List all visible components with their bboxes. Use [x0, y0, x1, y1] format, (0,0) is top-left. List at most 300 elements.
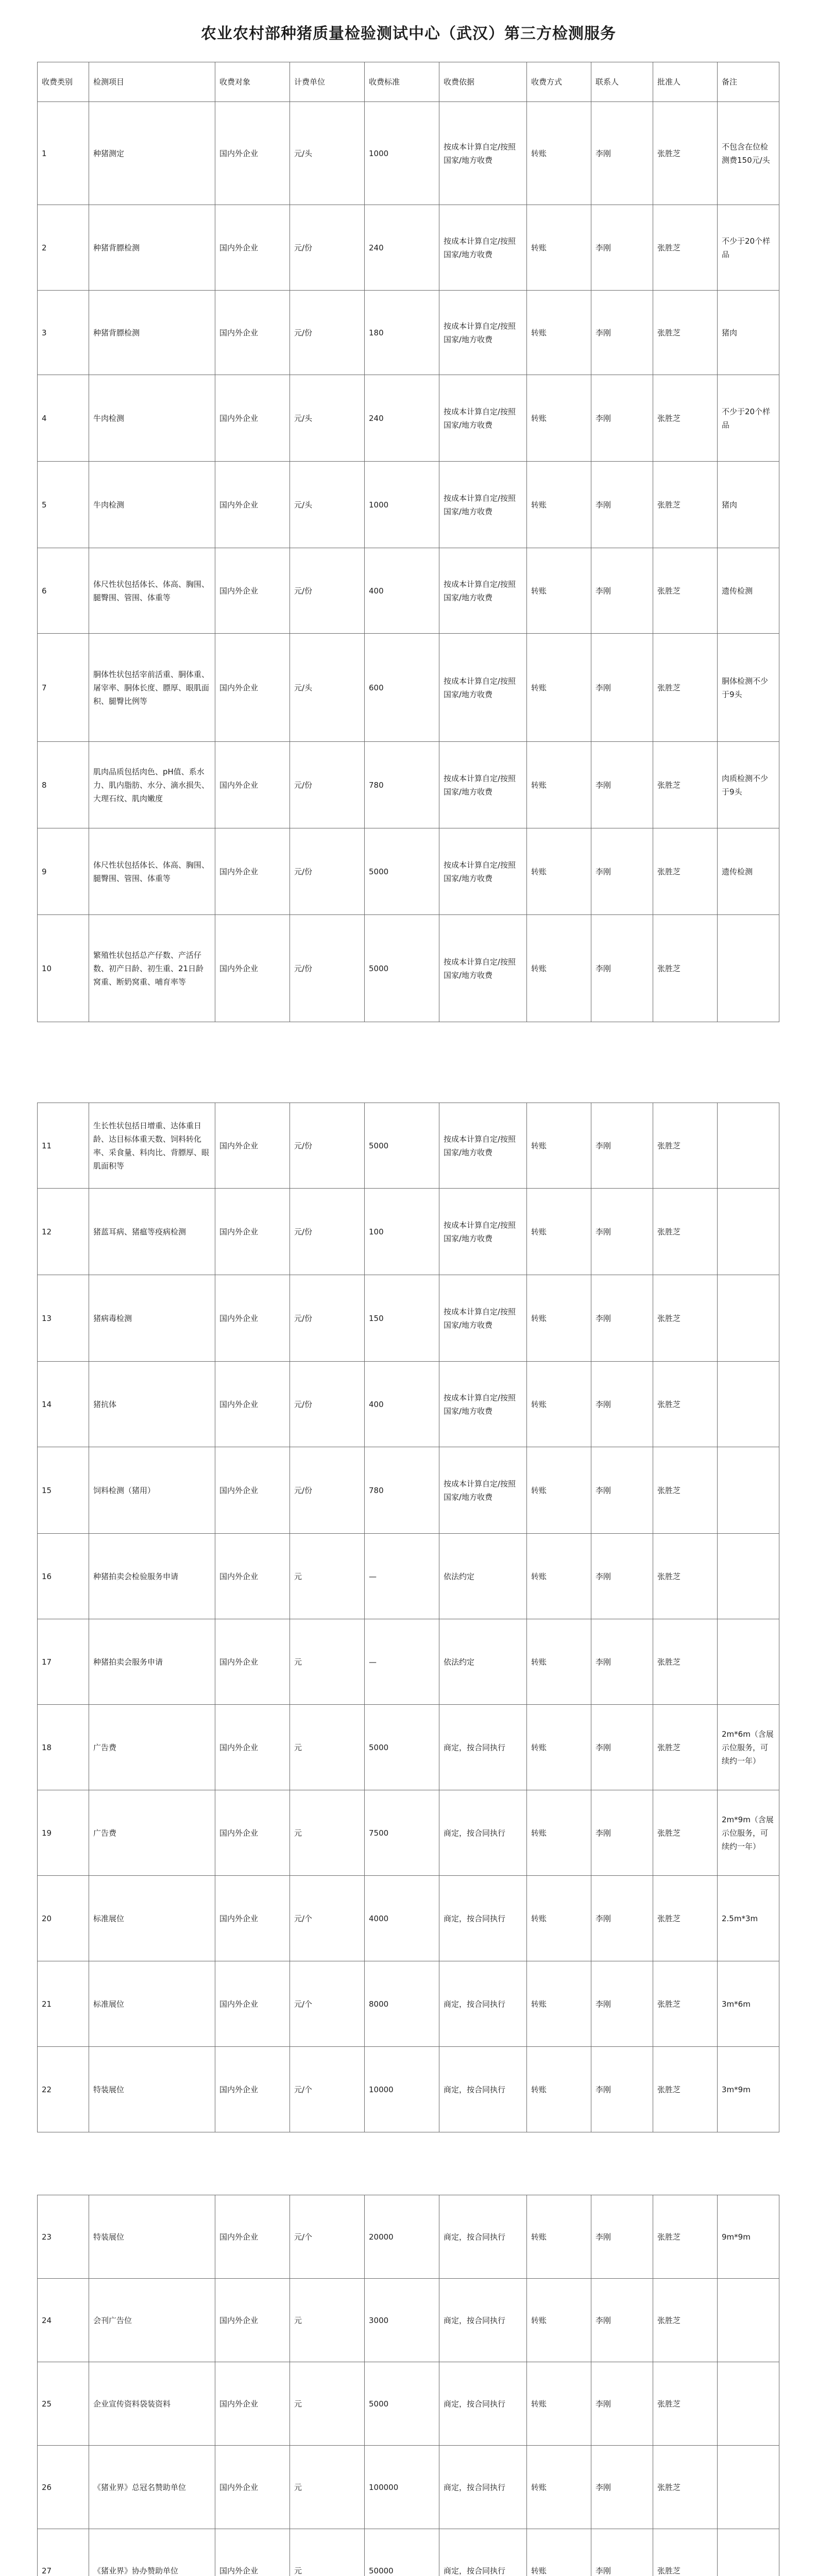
billing-unit-cell: 元 — [290, 2529, 365, 2576]
fee-basis-cell: 按成本计算自定/按照国家/地方收费 — [439, 634, 527, 742]
test-item-cell: 种猪拍卖会服务申请 — [89, 1619, 215, 1705]
fee-basis-cell: 按成本计算自定/按照国家/地方收费 — [439, 548, 527, 634]
fee-standard-cell: — — [365, 1534, 439, 1619]
table-header-row — [38, 62, 779, 102]
note-cell: 猪肉 — [718, 462, 779, 548]
approver-cell: 张胜芝 — [653, 1103, 718, 1189]
contact-person-cell: 李刚 — [591, 2195, 653, 2279]
charge-target-cell: 国内外企业 — [215, 1961, 290, 2047]
fee-standard-cell: 5000 — [365, 828, 439, 915]
fee-category-cell: 23 — [38, 2195, 89, 2279]
billing-unit-cell: 元/份 — [290, 1362, 365, 1447]
table-row — [38, 102, 779, 205]
note-cell — [718, 1447, 779, 1534]
fee-category-cell: 8 — [38, 742, 89, 828]
note-cell — [718, 1362, 779, 1447]
contact-person-cell: 李刚 — [591, 102, 653, 205]
approver-cell: 张胜芝 — [653, 1447, 718, 1534]
column-header: 检测项目 — [89, 62, 215, 102]
note-cell: 9m*9m — [718, 2195, 779, 2279]
billing-unit-cell: 元/个 — [290, 2195, 365, 2279]
billing-unit-cell: 元/份 — [290, 1189, 365, 1275]
column-header: 计费单位 — [290, 62, 365, 102]
approver-cell: 张胜芝 — [653, 1961, 718, 2047]
approver-cell: 张胜芝 — [653, 634, 718, 742]
column-header: 收费对象 — [215, 62, 290, 102]
test-item-cell: 体尺性状包括体长、体高、胸围、腿臀围、管围、体重等 — [89, 828, 215, 915]
table-row — [38, 2446, 779, 2529]
note-cell — [718, 1619, 779, 1705]
contact-person-cell: 李刚 — [591, 2279, 653, 2362]
table-row — [38, 1876, 779, 1961]
approver-cell: 张胜芝 — [653, 1705, 718, 1790]
table-page-2 — [37, 1103, 779, 2132]
contact-person-cell: 李刚 — [591, 1876, 653, 1961]
test-item-cell: 猪抗体 — [89, 1362, 215, 1447]
billing-unit-cell: 元/份 — [290, 915, 365, 1022]
charge-target-cell: 国内外企业 — [215, 205, 290, 291]
payment-method-cell: 转账 — [527, 548, 591, 634]
note-cell — [718, 2279, 779, 2362]
fee-category-cell: 10 — [38, 915, 89, 1022]
fee-basis-cell: 按成本计算自定/按照国家/地方收费 — [439, 1189, 527, 1275]
note-cell — [718, 1275, 779, 1362]
test-item-cell: 肌肉品质包括肉色、pH值、系水力、肌内脂肪、水分、滴水损失、大理石纹、肌肉嫩度 — [89, 742, 215, 828]
billing-unit-cell: 元/份 — [290, 548, 365, 634]
table-row — [38, 1619, 779, 1705]
contact-person-cell: 李刚 — [591, 2529, 653, 2576]
fee-standard-cell: 780 — [365, 742, 439, 828]
fee-basis-cell: 依法约定 — [439, 1534, 527, 1619]
payment-method-cell: 转账 — [527, 2446, 591, 2529]
table-row — [38, 1790, 779, 1876]
table-row — [38, 462, 779, 548]
billing-unit-cell: 元/个 — [290, 1876, 365, 1961]
contact-person-cell: 李刚 — [591, 828, 653, 915]
fee-category-cell: 15 — [38, 1447, 89, 1534]
approver-cell: 张胜芝 — [653, 102, 718, 205]
note-cell — [718, 1534, 779, 1619]
note-cell — [718, 2446, 779, 2529]
test-item-cell: 《猪业界》总冠名赞助单位 — [89, 2446, 215, 2529]
payment-method-cell: 转账 — [527, 2047, 591, 2132]
payment-method-cell: 转账 — [527, 828, 591, 915]
payment-method-cell: 转账 — [527, 102, 591, 205]
table-row — [38, 634, 779, 742]
test-item-cell: 牛肉检测 — [89, 462, 215, 548]
approver-cell: 张胜芝 — [653, 742, 718, 828]
fee-category-cell: 12 — [38, 1189, 89, 1275]
fee-standard-cell: 150 — [365, 1275, 439, 1362]
table-row — [38, 828, 779, 915]
test-item-cell: 会刊广告位 — [89, 2279, 215, 2362]
payment-method-cell: 转账 — [527, 634, 591, 742]
billing-unit-cell: 元/份 — [290, 828, 365, 915]
test-item-cell: 体尺性状包括体长、体高、胸围、腿臀围、管围、体重等 — [89, 548, 215, 634]
contact-person-cell: 李刚 — [591, 205, 653, 291]
payment-method-cell: 转账 — [527, 742, 591, 828]
charge-target-cell: 国内外企业 — [215, 1876, 290, 1961]
charge-target-cell: 国内外企业 — [215, 2047, 290, 2132]
test-item-cell: 《猪业界》协办赞助单位 — [89, 2529, 215, 2576]
test-item-cell: 特装展位 — [89, 2047, 215, 2132]
approver-cell: 张胜芝 — [653, 2195, 718, 2279]
payment-method-cell: 转账 — [527, 1705, 591, 1790]
charge-target-cell: 国内外企业 — [215, 2446, 290, 2529]
fee-category-cell: 6 — [38, 548, 89, 634]
contact-person-cell: 李刚 — [591, 548, 653, 634]
note-cell: 2m*6m（含展示位服务，可续约一年） — [718, 1705, 779, 1790]
payment-method-cell: 转账 — [527, 1619, 591, 1705]
charge-target-cell: 国内外企业 — [215, 548, 290, 634]
billing-unit-cell: 元 — [290, 2362, 365, 2446]
approver-cell: 张胜芝 — [653, 2529, 718, 2576]
approver-cell: 张胜芝 — [653, 2279, 718, 2362]
charge-target-cell: 国内外企业 — [215, 742, 290, 828]
fee-basis-cell: 商定，按合同执行 — [439, 2047, 527, 2132]
contact-person-cell: 李刚 — [591, 1534, 653, 1619]
fee-basis-cell: 按成本计算自定/按照国家/地方收费 — [439, 1103, 527, 1189]
contact-person-cell: 李刚 — [591, 1790, 653, 1876]
fee-basis-cell: 商定，按合同执行 — [439, 2362, 527, 2446]
charge-target-cell: 国内外企业 — [215, 102, 290, 205]
fee-table — [37, 1103, 779, 2132]
table-page-3 — [37, 2195, 779, 2576]
payment-method-cell: 转账 — [527, 1447, 591, 1534]
billing-unit-cell: 元 — [290, 2279, 365, 2362]
fee-standard-cell: 1000 — [365, 102, 439, 205]
approver-cell: 张胜芝 — [653, 1876, 718, 1961]
fee-basis-cell: 商定，按合同执行 — [439, 2529, 527, 2576]
charge-target-cell: 国内外企业 — [215, 2362, 290, 2446]
charge-target-cell: 国内外企业 — [215, 915, 290, 1022]
payment-method-cell: 转账 — [527, 1876, 591, 1961]
charge-target-cell: 国内外企业 — [215, 1790, 290, 1876]
charge-target-cell: 国内外企业 — [215, 1534, 290, 1619]
test-item-cell: 种猪背膘检测 — [89, 205, 215, 291]
approver-cell: 张胜芝 — [653, 548, 718, 634]
fee-category-cell: 13 — [38, 1275, 89, 1362]
payment-method-cell: 转账 — [527, 1790, 591, 1876]
table-row — [38, 1447, 779, 1534]
fee-standard-cell: 240 — [365, 205, 439, 291]
charge-target-cell: 国内外企业 — [215, 828, 290, 915]
table-row — [38, 1362, 779, 1447]
contact-person-cell: 李刚 — [591, 1275, 653, 1362]
table-row — [38, 1534, 779, 1619]
billing-unit-cell: 元 — [290, 1705, 365, 1790]
contact-person-cell: 李刚 — [591, 1705, 653, 1790]
payment-method-cell: 转账 — [527, 205, 591, 291]
approver-cell: 张胜芝 — [653, 915, 718, 1022]
note-cell: 肉质检测不少于9头 — [718, 742, 779, 828]
fee-category-cell: 26 — [38, 2446, 89, 2529]
fee-table — [37, 2195, 779, 2576]
fee-basis-cell: 按成本计算自定/按照国家/地方收费 — [439, 915, 527, 1022]
approver-cell: 张胜芝 — [653, 1790, 718, 1876]
fee-basis-cell: 按成本计算自定/按照国家/地方收费 — [439, 462, 527, 548]
charge-target-cell: 国内外企业 — [215, 2529, 290, 2576]
table-row — [38, 2047, 779, 2132]
test-item-cell: 企业宣传资料袋装资料 — [89, 2362, 215, 2446]
fee-category-cell: 5 — [38, 462, 89, 548]
column-header: 收费类别 — [38, 62, 89, 102]
approver-cell: 张胜芝 — [653, 828, 718, 915]
fee-category-cell: 9 — [38, 828, 89, 915]
billing-unit-cell: 元/份 — [290, 291, 365, 375]
payment-method-cell: 转账 — [527, 462, 591, 548]
test-item-cell: 特装展位 — [89, 2195, 215, 2279]
charge-target-cell: 国内外企业 — [215, 375, 290, 462]
fee-basis-cell: 商定，按合同执行 — [439, 1876, 527, 1961]
contact-person-cell: 李刚 — [591, 1189, 653, 1275]
table-page-1 — [37, 62, 779, 1022]
table-row — [38, 205, 779, 291]
charge-target-cell: 国内外企业 — [215, 1362, 290, 1447]
billing-unit-cell: 元/头 — [290, 102, 365, 205]
fee-standard-cell: 5000 — [365, 1705, 439, 1790]
charge-target-cell: 国内外企业 — [215, 2195, 290, 2279]
contact-person-cell: 李刚 — [591, 1103, 653, 1189]
fee-category-cell: 7 — [38, 634, 89, 742]
column-header: 收费方式 — [527, 62, 591, 102]
fee-category-cell: 16 — [38, 1534, 89, 1619]
test-item-cell: 种猪测定 — [89, 102, 215, 205]
payment-method-cell: 转账 — [527, 1103, 591, 1189]
payment-method-cell: 转账 — [527, 375, 591, 462]
fee-category-cell: 3 — [38, 291, 89, 375]
fee-table — [37, 62, 779, 1022]
fee-basis-cell: 商定，按合同执行 — [439, 2279, 527, 2362]
table-row — [38, 1103, 779, 1189]
fee-standard-cell: 20000 — [365, 2195, 439, 2279]
table-row — [38, 2279, 779, 2362]
fee-basis-cell: 按成本计算自定/按照国家/地方收费 — [439, 828, 527, 915]
billing-unit-cell: 元/份 — [290, 742, 365, 828]
billing-unit-cell: 元/个 — [290, 1961, 365, 2047]
fee-category-cell: 1 — [38, 102, 89, 205]
test-item-cell: 广告费 — [89, 1790, 215, 1876]
test-item-cell: 生长性状包括日增重、达体重日龄、达目标体重天数、饲料转化率、采食量、料肉比、背膘厚、眼肌面积等 — [89, 1103, 215, 1189]
fee-basis-cell: 按成本计算自定/按照国家/地方收费 — [439, 205, 527, 291]
fee-category-cell: 11 — [38, 1103, 89, 1189]
payment-method-cell: 转账 — [527, 1189, 591, 1275]
charge-target-cell: 国内外企业 — [215, 634, 290, 742]
billing-unit-cell: 元/头 — [290, 634, 365, 742]
fee-standard-cell: 400 — [365, 548, 439, 634]
contact-person-cell: 李刚 — [591, 462, 653, 548]
approver-cell: 张胜芝 — [653, 205, 718, 291]
column-header: 收费标准 — [365, 62, 439, 102]
table-row — [38, 2362, 779, 2446]
fee-basis-cell: 商定，按合同执行 — [439, 2446, 527, 2529]
fee-category-cell: 14 — [38, 1362, 89, 1447]
payment-method-cell: 转账 — [527, 2195, 591, 2279]
contact-person-cell: 李刚 — [591, 915, 653, 1022]
contact-person-cell: 李刚 — [591, 634, 653, 742]
column-header: 收费依据 — [439, 62, 527, 102]
payment-method-cell: 转账 — [527, 915, 591, 1022]
approver-cell: 张胜芝 — [653, 1534, 718, 1619]
table-row — [38, 915, 779, 1022]
approver-cell: 张胜芝 — [653, 2446, 718, 2529]
billing-unit-cell: 元/份 — [290, 205, 365, 291]
fee-standard-cell: 600 — [365, 634, 439, 742]
payment-method-cell: 转账 — [527, 2529, 591, 2576]
note-cell: 不少于20个样品 — [718, 375, 779, 462]
fee-standard-cell: 5000 — [365, 2362, 439, 2446]
fee-category-cell: 27 — [38, 2529, 89, 2576]
fee-basis-cell: 商定，按合同执行 — [439, 2195, 527, 2279]
test-item-cell: 牛肉检测 — [89, 375, 215, 462]
test-item-cell: 种猪拍卖会检验服务申请 — [89, 1534, 215, 1619]
note-cell: 不少于20个样品 — [718, 205, 779, 291]
note-cell: 遗传检测 — [718, 828, 779, 915]
charge-target-cell: 国内外企业 — [215, 1275, 290, 1362]
fee-category-cell: 4 — [38, 375, 89, 462]
fee-category-cell: 17 — [38, 1619, 89, 1705]
test-item-cell: 猪病毒检测 — [89, 1275, 215, 1362]
column-header: 联系人 — [591, 62, 653, 102]
table-row — [38, 1275, 779, 1362]
note-cell: 3m*6m — [718, 1961, 779, 2047]
contact-person-cell: 李刚 — [591, 1447, 653, 1534]
approver-cell: 张胜芝 — [653, 1189, 718, 1275]
table-row — [38, 742, 779, 828]
fee-standard-cell: — — [365, 1619, 439, 1705]
fee-standard-cell: 780 — [365, 1447, 439, 1534]
contact-person-cell: 李刚 — [591, 2047, 653, 2132]
payment-method-cell: 转账 — [527, 2362, 591, 2446]
note-cell: 2m*9m（含展示位服务，可续约一年） — [718, 1790, 779, 1876]
billing-unit-cell: 元/份 — [290, 1275, 365, 1362]
fee-category-cell: 18 — [38, 1705, 89, 1790]
fee-basis-cell: 商定，按合同执行 — [439, 1790, 527, 1876]
fee-standard-cell: 4000 — [365, 1876, 439, 1961]
contact-person-cell: 李刚 — [591, 375, 653, 462]
note-cell: 猪肉 — [718, 291, 779, 375]
contact-person-cell: 李刚 — [591, 742, 653, 828]
fee-basis-cell: 按成本计算自定/按照国家/地方收费 — [439, 375, 527, 462]
table-row — [38, 1189, 779, 1275]
note-cell: 遗传检测 — [718, 548, 779, 634]
fee-standard-cell: 240 — [365, 375, 439, 462]
note-cell — [718, 915, 779, 1022]
test-item-cell: 种猪背膘检测 — [89, 291, 215, 375]
table-row — [38, 2529, 779, 2576]
billing-unit-cell: 元/个 — [290, 2047, 365, 2132]
contact-person-cell: 李刚 — [591, 291, 653, 375]
note-cell: 胴体检测不少于9头 — [718, 634, 779, 742]
fee-category-cell: 2 — [38, 205, 89, 291]
payment-method-cell: 转账 — [527, 2279, 591, 2362]
note-cell — [718, 1189, 779, 1275]
payment-method-cell: 转账 — [527, 291, 591, 375]
approver-cell: 张胜芝 — [653, 2047, 718, 2132]
fee-basis-cell: 商定，按合同执行 — [439, 1705, 527, 1790]
test-item-cell: 猪蓝耳病、猪瘟等疫病检测 — [89, 1189, 215, 1275]
fee-standard-cell: 50000 — [365, 2529, 439, 2576]
fee-standard-cell: 3000 — [365, 2279, 439, 2362]
column-header: 批准人 — [653, 62, 718, 102]
contact-person-cell: 李刚 — [591, 1619, 653, 1705]
charge-target-cell: 国内外企业 — [215, 1619, 290, 1705]
approver-cell: 张胜芝 — [653, 1275, 718, 1362]
fee-basis-cell: 依法约定 — [439, 1619, 527, 1705]
fee-basis-cell: 按成本计算自定/按照国家/地方收费 — [439, 102, 527, 205]
fee-category-cell: 20 — [38, 1876, 89, 1961]
billing-unit-cell: 元 — [290, 1619, 365, 1705]
approver-cell: 张胜芝 — [653, 375, 718, 462]
fee-basis-cell: 按成本计算自定/按照国家/地方收费 — [439, 1447, 527, 1534]
table-row — [38, 1705, 779, 1790]
contact-person-cell: 李刚 — [591, 1961, 653, 2047]
payment-method-cell: 转账 — [527, 1362, 591, 1447]
payment-method-cell: 转账 — [527, 1961, 591, 2047]
table-row — [38, 2195, 779, 2279]
billing-unit-cell: 元 — [290, 1790, 365, 1876]
table-row — [38, 1961, 779, 2047]
fee-basis-cell: 按成本计算自定/按照国家/地方收费 — [439, 291, 527, 375]
billing-unit-cell: 元 — [290, 2446, 365, 2529]
table-row — [38, 548, 779, 634]
approver-cell: 张胜芝 — [653, 1619, 718, 1705]
note-cell: 2.5m*3m — [718, 1876, 779, 1961]
charge-target-cell: 国内外企业 — [215, 1189, 290, 1275]
fee-basis-cell: 按成本计算自定/按照国家/地方收费 — [439, 1275, 527, 1362]
fee-basis-cell: 按成本计算自定/按照国家/地方收费 — [439, 742, 527, 828]
fee-basis-cell: 商定，按合同执行 — [439, 1961, 527, 2047]
charge-target-cell: 国内外企业 — [215, 2279, 290, 2362]
note-cell — [718, 2529, 779, 2576]
approver-cell: 张胜芝 — [653, 462, 718, 548]
test-item-cell: 饲料检测（猪用） — [89, 1447, 215, 1534]
test-item-cell: 胴体性状包括宰前活重、胴体重、屠宰率、胴体长度、膘厚、眼肌面积、腿臀比例等 — [89, 634, 215, 742]
fee-basis-cell: 按成本计算自定/按照国家/地方收费 — [439, 1362, 527, 1447]
billing-unit-cell: 元/头 — [290, 462, 365, 548]
test-item-cell: 标准展位 — [89, 1876, 215, 1961]
fee-standard-cell: 10000 — [365, 2047, 439, 2132]
test-item-cell: 广告费 — [89, 1705, 215, 1790]
payment-method-cell: 转账 — [527, 1534, 591, 1619]
fee-category-cell: 22 — [38, 2047, 89, 2132]
table-row — [38, 291, 779, 375]
contact-person-cell: 李刚 — [591, 2446, 653, 2529]
note-cell: 不包含在位检测费150元/头 — [718, 102, 779, 205]
fee-standard-cell: 180 — [365, 291, 439, 375]
fee-standard-cell: 1000 — [365, 462, 439, 548]
fee-standard-cell: 8000 — [365, 1961, 439, 2047]
document-title: 农业农村部种猪质量检验测试中心（武汉）第三方检测服务 — [201, 25, 616, 43]
billing-unit-cell: 元/份 — [290, 1447, 365, 1534]
fee-category-cell: 21 — [38, 1961, 89, 2047]
fee-standard-cell: 5000 — [365, 915, 439, 1022]
billing-unit-cell: 元/份 — [290, 1103, 365, 1189]
payment-method-cell: 转账 — [527, 1275, 591, 1362]
approver-cell: 张胜芝 — [653, 1362, 718, 1447]
fee-category-cell: 25 — [38, 2362, 89, 2446]
column-header: 备注 — [718, 62, 779, 102]
billing-unit-cell: 元/头 — [290, 375, 365, 462]
approver-cell: 张胜芝 — [653, 291, 718, 375]
fee-standard-cell: 5000 — [365, 1103, 439, 1189]
contact-person-cell: 李刚 — [591, 1362, 653, 1447]
charge-target-cell: 国内外企业 — [215, 462, 290, 548]
test-item-cell: 标准展位 — [89, 1961, 215, 2047]
billing-unit-cell: 元 — [290, 1534, 365, 1619]
fee-category-cell: 24 — [38, 2279, 89, 2362]
test-item-cell: 繁殖性状包括总产仔数、产活仔数、初产日龄、初生重、21日龄窝重、断奶窝重、哺育率等 — [89, 915, 215, 1022]
